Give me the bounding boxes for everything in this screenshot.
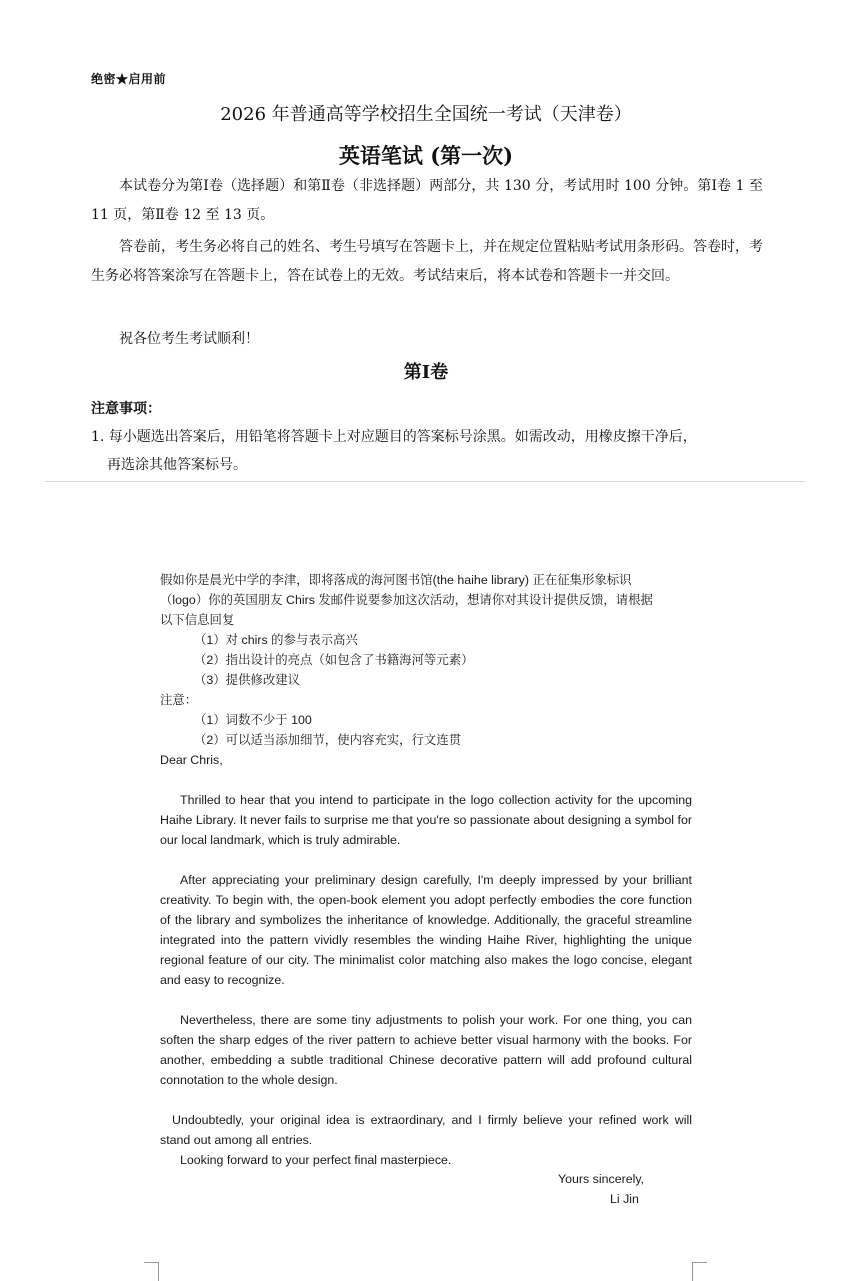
instruction-paragraph-2: 答卷前，考生务必将自己的姓名、考生号填写在答题卡上，并在规定位置粘贴考试用条形码。答卷时，考生务必将答案涂写在答题卡上，答在试卷上的无效。考试结束后，将本试卷和答题卡一并交回。 (91, 239, 763, 284)
prompt-point: （3）提供修改建议 (194, 673, 301, 687)
letter-paragraph-5: Looking forward to your perfect final masterpiece. (180, 1153, 452, 1167)
letter-paragraph-3: Nevertheless, there are some tiny adjustments to polish your work. For one thing, you can soften the sharp edges of the river pattern to achieve better visual harmony with the books. For another, embedding a subtle traditional Chinese decorative pattern will add profound cultural connotation to the whole design. (160, 1013, 692, 1087)
letter-signature: Li Jin (610, 1192, 639, 1206)
letter-paragraph-1: Thrilled to hear that you intend to participate in the logo collection activity for the upcoming Haihe Library. It never fails to surprise me that you're so passionate about designing a symbol for our local landmark, which is truly admirable. (160, 793, 692, 847)
notice-label: 注意： (160, 693, 198, 707)
notice-item: （1）词数不少于 100 (194, 713, 312, 727)
instruction-paragraph-1: 本试卷分为第Ⅰ卷（选择题）和第Ⅱ卷（非选择题）两部分，共 130 分，考试用时 100 分钟。第Ⅰ卷 1 至 11 页，第Ⅱ卷 12 至 13 页。 (91, 178, 763, 223)
section-title: 第Ⅰ卷 (403, 362, 449, 383)
exam-paper-header-section (0, 0, 852, 482)
page-corner-mark-left (144, 1262, 159, 1281)
note-item-1 (91, 423, 763, 479)
note-item-1-line-1: 1. 每小题选出答案后，用铅笔将答题卡上对应题目的答案标号涂黑。如需改动，用橡皮擦干净后， (91, 429, 697, 445)
letter-paragraph-4: Undoubtedly, your original idea is extraordinary, and I firmly believe your refined work will stand out among all entries. (160, 1113, 692, 1147)
subject-title: 英语笔试 (第一次) (338, 143, 514, 168)
prompt-line: （logo）你的英国朋友 Chirs 发邮件说要参加这次活动，想请你对其设计提供反馈，请根据 (160, 593, 653, 607)
confidential-label: 绝密★启用前 (91, 72, 167, 86)
note-item-1-line-2: 再选涂其他答案标号。 (107, 457, 247, 473)
letter-paragraph-2: After appreciating your preliminary design carefully, I'm deeply impressed by your brilliant creativity. To begin with, the open-book element you adopt perfectly embodies the core function of the library and symbolizes the inheritance of knowledge. Additionally, the graceful streamline integrated into the pattern vividly resembles the winding Haihe River, highlighting the unique regional feature of our city. The minimalist color matching also makes the logo concise, elegant and easy to recognize. (160, 873, 692, 987)
writing-task-document (160, 570, 692, 1170)
notice-item: （2）可以适当添加细节，使内容充实，行文连贯 (194, 733, 462, 747)
letter-closing: Yours sincerely, (558, 1172, 645, 1186)
page-corner-mark-right (692, 1262, 707, 1281)
notes-heading: 注意事项： (91, 401, 161, 417)
letter-closing-block (558, 1169, 644, 1209)
exam-title: 2026 年普通高等学校招生全国统一考试（天津卷） (220, 104, 632, 125)
letter-salutation: Dear Chris, (160, 753, 223, 767)
prompt-line: 假如你是晨光中学的李津，即将落成的海河图书馆(the haihe library) 正在征集形象标识 (160, 573, 632, 587)
prompt-line: 以下信息回复 (160, 613, 235, 627)
prompt-point: （2）指出设计的亮点（如包含了书籍海河等元素） (194, 653, 474, 667)
page-divider (45, 481, 805, 482)
good-luck-line: 祝各位考生考试顺利！ (119, 331, 259, 347)
prompt-point: （1）对 chirs 的参与表示高兴 (194, 633, 358, 647)
